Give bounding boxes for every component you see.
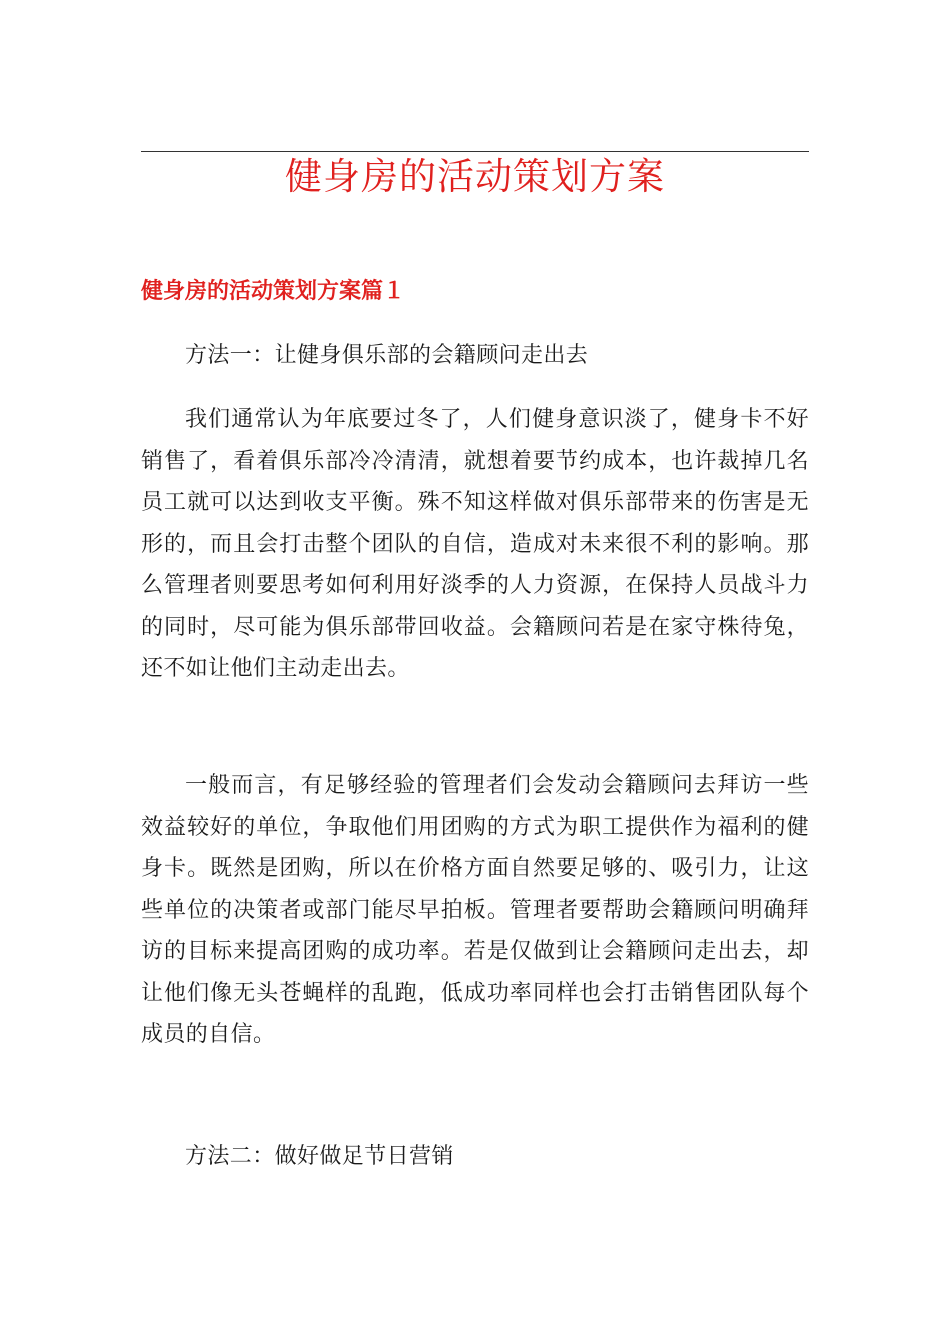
method-two-heading: 方法二：做好做足节日营销 <box>185 1144 454 1169</box>
method-one-heading: 方法一：让健身俱乐部的会籍顾问走出去 <box>185 343 589 368</box>
document-title: 健身房的活动策划方案 <box>285 155 665 198</box>
paragraph-two: 一般而言，有足够经验的管理者们会发动会籍顾问去拜访一些效益较好的单位，争取他们用团购的方式为职工提供作为福利的健身卡。既然是团购，所以在价格方面自然要足够的、吸引力，让这些单位的决策者或部门能尽早拍板。管理者要帮助会籍顾问明确拜访的目标来提高团购的成功率。若是仅做到让会籍顾问走出去，却让他们像无头苍蝇样的乱跑，低成功率同样也会打击销售团队每个成员的自信。 <box>141 773 809 1047</box>
section-heading: 健身房的活动策划方案篇１ <box>141 279 406 304</box>
paragraph-one: 我们通常认为年底要过冬了，人们健身意识淡了，健身卡不好销售了，看着俱乐部冷冷清清，就想着要节约成本，也许裁掉几名员工就可以达到收支平衡。殊不知这样做对俱乐部带来的伤害是无形的，而且会打击整个团队的自信，造成对未来很不利的影响。那么管理者则要思考如何利用好淡季的人力资源，在保持人员战斗力的同时，尽可能为俱乐部带回收益。会籍顾问若是在家守株待兔，还不如让他们主动走出去。 <box>141 407 809 681</box>
